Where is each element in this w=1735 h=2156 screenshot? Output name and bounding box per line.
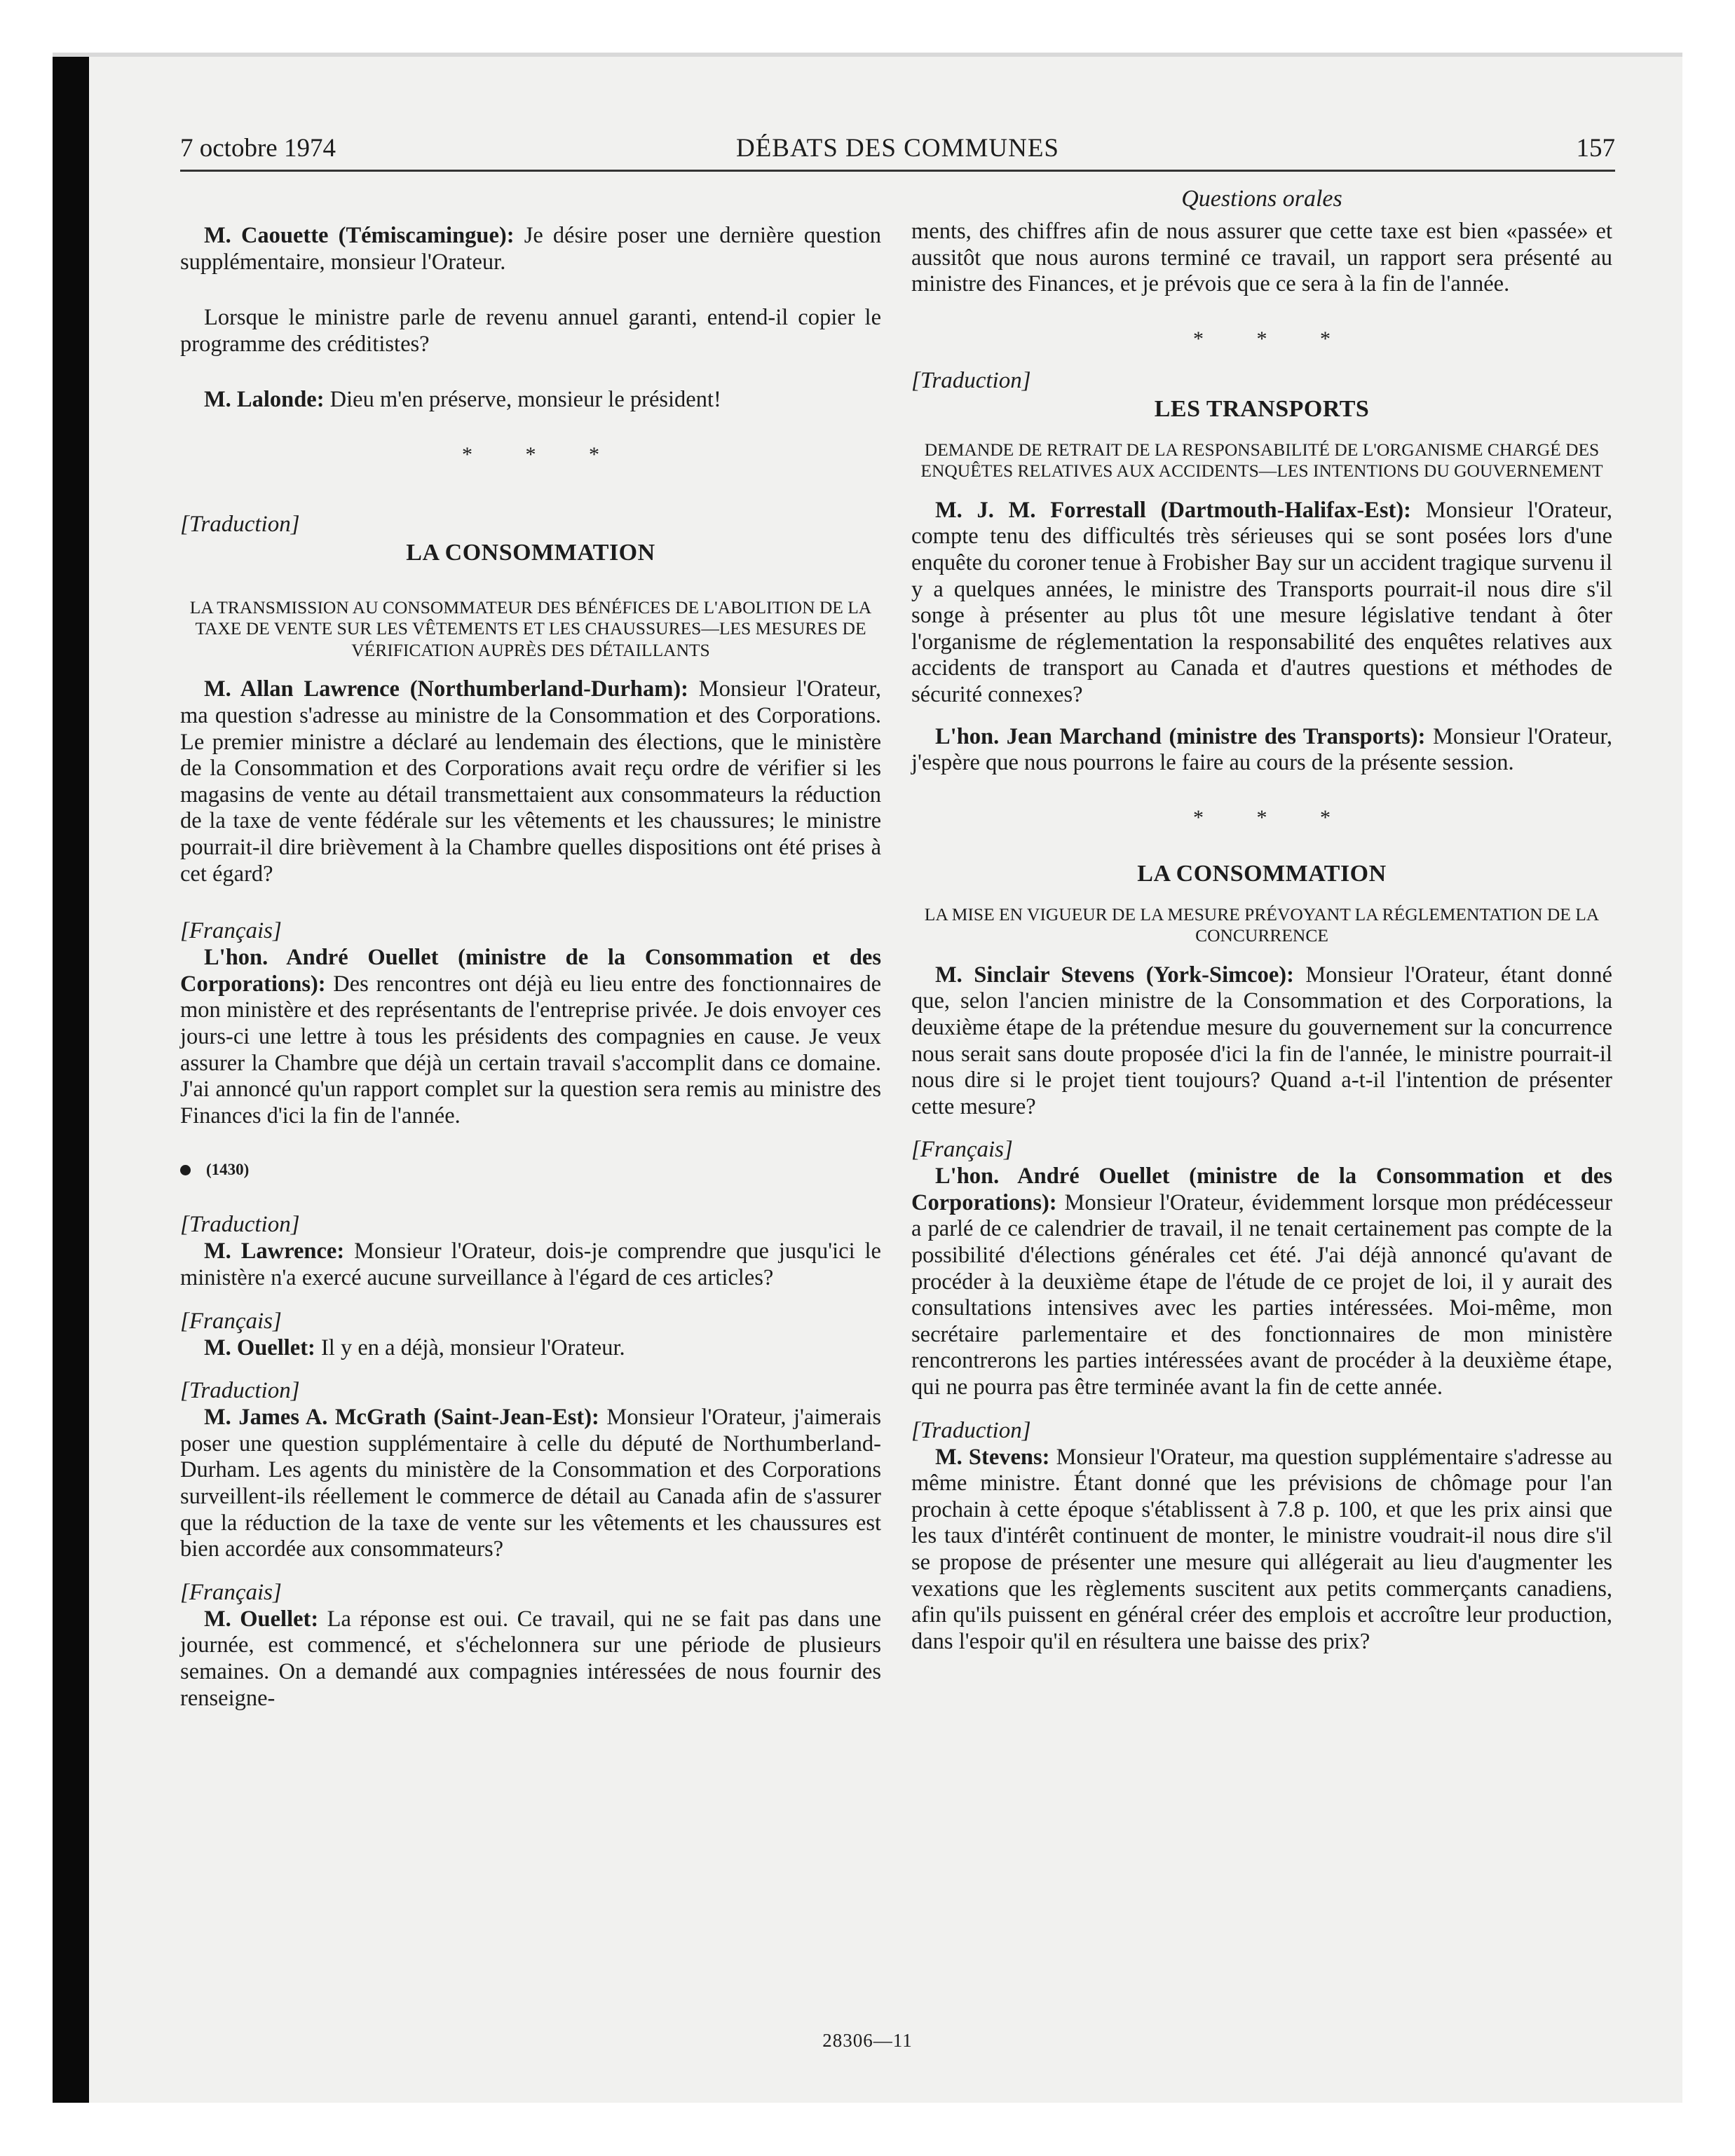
paragraph-lawrence-2 <box>180 1239 881 1291</box>
scan-border <box>53 53 89 2103</box>
language-tag: [Français] <box>180 1308 282 1334</box>
section-subheading: DEMANDE DE RETRAIT DE LA RESPONSABILITÉ DE L'ORGANISME CHARGÉ DES ENQUÊTES RELATIVES AUX ACCIDENTS—LES INTENTIONS DU GOUVERNEMENT <box>920 439 1603 482</box>
section-subheading: LA TRANSMISSION AU CONSOMMATEUR DES BÉNÉFICES DE L'ABOLITION DE LA TAXE DE VENTE SUR LES VÊTEMENTS ET LES CHAUSSURES—LES MESURES DE VÉRIFICATION AUPRÈS DES DÉTAILLANTS <box>189 596 872 660</box>
timestamp <box>180 1159 881 1181</box>
section-title: LES TRANSPORTS <box>1154 395 1370 422</box>
speaker-name: M. Sinclair Stevens (York-Simcoe): <box>935 962 1294 988</box>
paragraph-marchand <box>911 724 1612 777</box>
speech-text: Il y en a déjà, monsieur l'Orateur. <box>315 1335 625 1360</box>
section-separator: * * * <box>1193 805 1354 829</box>
running-subtitle: Questions orales <box>1181 186 1342 212</box>
paragraph-forrestall <box>911 498 1612 709</box>
section-separator: * * * <box>1193 327 1354 350</box>
section-separator: * * * <box>462 442 623 466</box>
language-tag: [Français] <box>180 918 282 944</box>
language-tag: [Français] <box>180 1579 282 1605</box>
language-tag: [Français] <box>911 1137 1013 1163</box>
paragraph-ouellet-3 <box>180 1606 881 1712</box>
speech-text: Monsieur l'Orateur, j'aimerais poser une question supplémentaire à celle du député de Northumberland-Durham. Les agents du ministère de la Consommation et des Corporations surveillent-ils réellement le commerce de détail au Canada afin de s'assurer que la réduction de la taxe de vente sur les vêtements et les chaussures est bien accordée aux consommateurs? <box>180 1405 881 1562</box>
speech-text: La réponse est oui. Ce travail, qui ne se fait pas dans une journée, est commencé, et s'échelonnera sur une période de plusieurs semaines. On a demandé aux compagnies intéressées de nous fournir des renseigne- <box>180 1606 882 1711</box>
speaker-name: L'hon. André Ouellet (ministre de la Consommation et des Corporations): <box>911 1164 1612 1215</box>
speaker-name: L'hon. Jean Marchand (ministre des Transports): <box>935 723 1426 749</box>
paragraph-ouellet-4 <box>911 1164 1612 1400</box>
header-page-number: 157 <box>1576 134 1615 163</box>
paragraph-ouellet-2 <box>180 1335 881 1362</box>
speaker-name: M. Ouellet: <box>204 1606 319 1632</box>
section-subheading: LA MISE EN VIGUEUR DE LA MESURE PRÉVOYANT LA RÉGLEMENTATION DE LA CONCURRENCE <box>924 903 1600 946</box>
section-title: LA CONSOMMATION <box>406 539 655 566</box>
language-tag: [Traduction] <box>911 367 1031 393</box>
bullet-icon <box>180 1165 191 1175</box>
speech-text: Dieu m'en préserve, monsieur le président! <box>324 387 721 413</box>
speech-text: Des rencontres ont déjà eu lieu entre des fonctionnaires de mon ministère et des représentants de l'entreprise privée. Je dois envoyer ces jours-ci une lettre à tous les présidents des compagnies en cause. Je veux assurer la Chambre que déjà un certain travail s'accomplit dans ce domaine. J'ai annoncé qu'un rapport complet sur la question sera remis au ministre des Finances d'ici la fin de l'année. <box>180 971 881 1128</box>
speech-text: Monsieur l'Orateur, ma question s'adresse au ministre de la Consommation et des Corporations. Le premier ministre a déclaré au lendemain des élections, que le ministère de la Consommation et des Corporations avait reçu ordre de vérifier si les magasins de vente au détail transmettaient aux consommateurs la réduction de la taxe de vente fédérale sur les vêtements et les chaussures; le ministre pourrait-il dire brièvement à la Chambre quelles dispositions ont été prises à cet égard? <box>180 676 882 887</box>
speech-text: Monsieur l'Orateur, évidemment lorsque mon prédécesseur a parlé de ce calendrier de travail, il ne tenait certainement pas compte de la possibilité d'élections générales cet été. J'ai déjà annoncé qu'avant de procéder à la deuxième étape de l'étude de ce projet de loi, il y aurait des consultations intensives avec les parties intéressées. Moi-même, mon secrétaire parlementaire et des fonctionnaires de mon ministère rencontrerons les parties intéressées avant de procéder à la deuxième étape, qui ne pourra pas être terminée avant la fin de cette année. <box>911 1189 1612 1400</box>
running-header <box>180 130 1615 172</box>
speech-text: Monsieur l'Orateur, j'espère que nous pourrons le faire au cours de la présente session. <box>911 723 1612 776</box>
header-title: DÉBATS DES COMMUNES <box>735 134 1059 163</box>
paragraph-ouellet-1 <box>180 945 881 1129</box>
speaker-name: M. Stevens: <box>935 1444 1050 1470</box>
timestamp-text: (1430) <box>206 1161 250 1179</box>
speaker-name: M. J. M. Forrestall (Dartmouth-Halifax-Est): <box>935 497 1411 523</box>
speaker-name: M. Ouellet: <box>204 1335 315 1360</box>
left-column <box>180 185 881 1712</box>
speaker-name: M. James A. McGrath (Saint-Jean-Est): <box>204 1405 599 1431</box>
paragraph-stevens-2 <box>911 1445 1612 1656</box>
paragraph-mcgrath <box>180 1405 881 1563</box>
paragraph-lalonde <box>180 387 881 414</box>
language-tag: [Traduction] <box>180 1212 300 1238</box>
speech-text: Je désire poser une dernière question supplémentaire, monsieur l'Orateur. <box>180 223 882 275</box>
paragraph-stevens-1 <box>911 962 1612 1121</box>
speaker-name: M. Lawrence: <box>204 1239 345 1264</box>
language-tag: [Traduction] <box>180 511 300 537</box>
language-tag: [Traduction] <box>911 1417 1031 1443</box>
paragraph-caouette <box>180 223 881 275</box>
scan-top-edge <box>53 53 1682 57</box>
speaker-name: L'hon. André Ouellet (ministre de la Consommation et des Corporations): <box>180 945 881 997</box>
paragraph-continuation: ments, des chiffres afin de nous assurer que cette taxe est bien «passée» et aussitôt que nous aurons terminé ce travail, un rapport sera présenté au ministre des Finances, et je prévois que ce sera à la fin de l'année. <box>911 219 1612 297</box>
page-folio: 28306—11 <box>822 2030 913 2051</box>
header-date: 7 octobre 1974 <box>180 134 336 163</box>
language-tag: [Traduction] <box>180 1378 300 1404</box>
speech-text: Monsieur l'Orateur, étant donné que, selon l'ancien ministre de la Consommation et des Corporations, la deuxième étape de la prétendue mesure du gouvernement sur la concurrence nous serait sans doute proposée d'ici la fin de l'année, le ministre pourrait-il nous dire si le projet tient toujours? Quand a-t-il l'intention de présenter cette mesure? <box>911 962 1612 1119</box>
paragraph-caouette-2: Lorsque le ministre parle de revenu annuel garanti, entend-il copier le programme des créditistes? <box>180 305 881 357</box>
speaker-name: M. Lalonde: <box>204 387 325 413</box>
speaker-name: M. Allan Lawrence (Northumberland-Durham): <box>204 676 688 702</box>
speech-text: Monsieur l'Orateur, ma question supplémentaire s'adresse au même ministre. Étant donné que les prévisions de chômage pour l'an prochain à cette époque s'établissent à 7.8 p. 100, et que les prix ainsi que les taux d'intérêt continuent de monter, le ministre voudrait-il nous dire s'il se propose de présenter une mesure qui allégerait au lieu d'augmenter les vexations que les règlements suscitent aux petits commerçants canadiens, afin qu'ils puissent en général créer des emplois et accroître leur production, dans l'espoir qu'il en résultera une baisse des prix? <box>911 1444 1612 1654</box>
section-title: LA CONSOMMATION <box>1137 860 1387 887</box>
paragraph-lawrence-1 <box>180 676 881 887</box>
speech-text: Monsieur l'Orateur, dois-je comprendre que jusqu'ici le ministère n'a exercé aucune surveillance à l'égard de ces articles? <box>180 1239 881 1290</box>
speaker-name: M. Caouette (Témiscamingue): <box>204 223 515 248</box>
right-column <box>911 185 1612 1655</box>
speech-text: Monsieur l'Orateur, compte tenu des difficultés très sérieuses qui se sont posées lors d'une enquête du coroner tenue à Frobisher Bay sur un accident tragique survenu il y a quelques années, le ministre des Transports pourrait-il nous dire s'il songe à présenter au plus tôt une mesure législative tendant à ôter l'organisme de réglementation la responsabilité des enquêtes relatives aux accidents de transport au Canada et d'autres questions et méthodes de sécurité connexes? <box>911 497 1613 707</box>
